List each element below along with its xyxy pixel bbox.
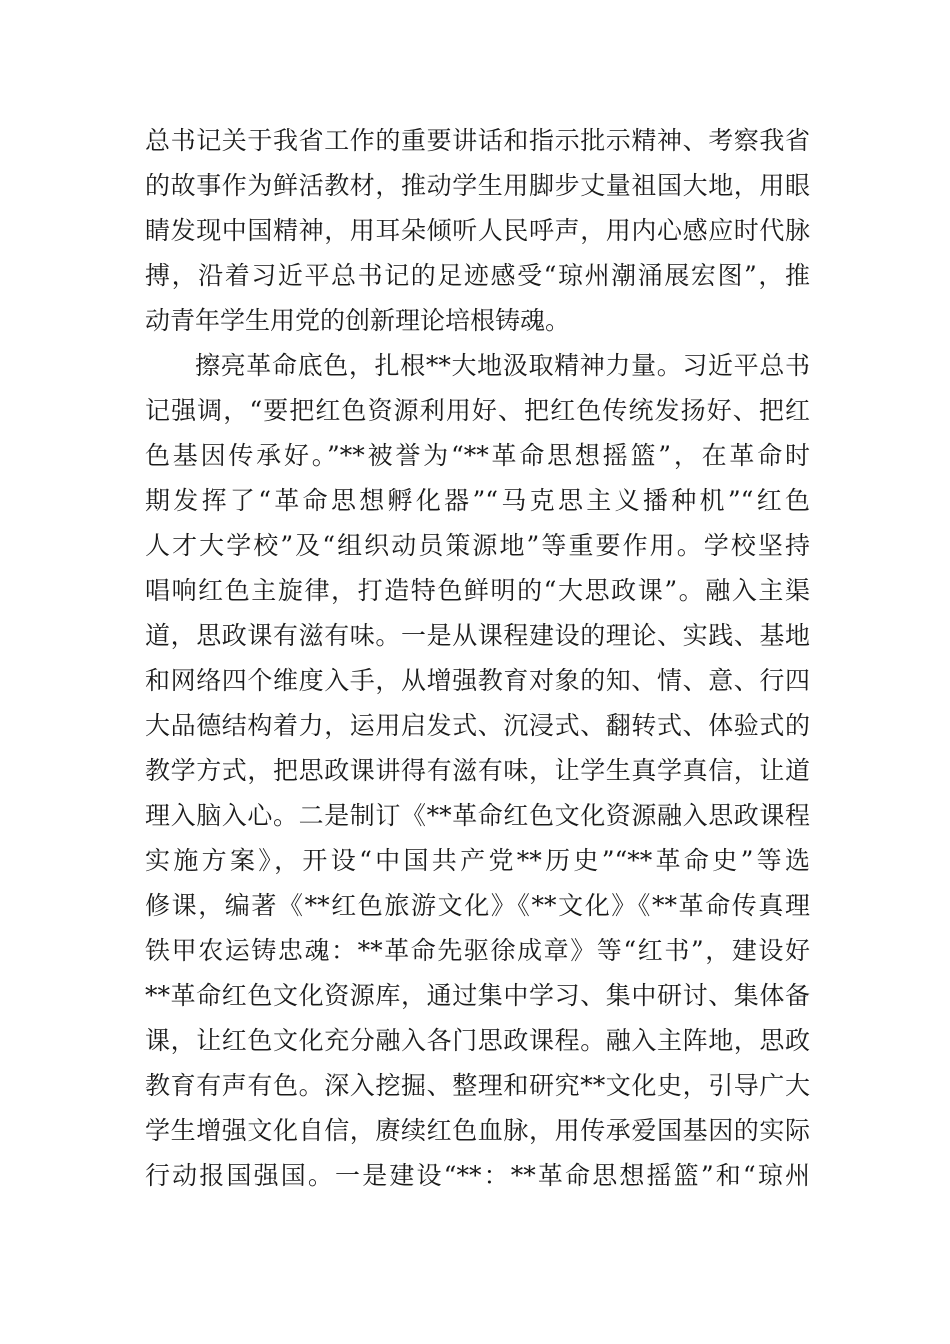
text-line: 教育有声有色。深入挖掘、整理和研究**文化史，引导广大: [145, 1071, 810, 1100]
text-line: 唱响红色主旋律，打造特色鲜明的“大思政课”。融入主渠: [145, 576, 810, 605]
text-line: **革命红色文化资源库，通过集中学习、集中研讨、集体备: [145, 981, 810, 1010]
text-line: 教学方式，把思政课讲得有滋有味，让学生真学真信，让道: [145, 756, 810, 785]
text-line: 学生增强文化自信，赓续红色血脉，用传承爱国基因的实际: [145, 1116, 810, 1145]
text-line: 色基因传承好。”**被誉为“**革命思想摇篮”，在革命时: [145, 441, 810, 470]
text-line: 和网络四个维度入手，从增强教育对象的知、情、意、行四: [145, 666, 810, 695]
text-line: 铁甲农运铸忠魂：**革命先驱徐成章》等“红书”，建设好: [145, 936, 810, 965]
text-line: 大品德结构着力，运用启发式、沉浸式、翻转式、体验式的: [145, 711, 810, 740]
text-line: 课，让红色文化充分融入各门思政课程。融入主阵地，思政: [145, 1026, 810, 1055]
text-line: 睛发现中国精神，用耳朵倾听人民呼声，用内心感应时代脉: [145, 216, 810, 245]
text-line: 的故事作为鲜活教材，推动学生用脚步丈量祖国大地，用眼: [145, 171, 810, 200]
body-text: [145, 118, 810, 1198]
text-line: 擦亮革命底色，扎根**大地汲取精神力量。习近平总书: [195, 351, 810, 380]
text-line: 实施方案》，开设“中国共产党**历史”“**革命史”等选: [145, 846, 810, 875]
text-line: 人才大学校”及“组织动员策源地”等重要作用。学校坚持: [145, 531, 810, 560]
paragraph-2: [145, 343, 810, 1198]
text-line: 行动报国强国。一是建设“**：**革命思想摇篮”和“琼州: [145, 1161, 810, 1190]
text-line: 理入脑入心。二是制订《**革命红色文化资源融入思政课程: [145, 801, 810, 830]
text-line: 总书记关于我省工作的重要讲话和指示批示精神、考察我省: [145, 126, 810, 155]
text-line: 道，思政课有滋有味。一是从课程建设的理论、实践、基地: [145, 621, 810, 650]
text-line: 动青年学生用党的创新理论培根铸魂。: [145, 306, 571, 335]
paragraph-1: [145, 118, 810, 343]
text-line: 搏，沿着习近平总书记的足迹感受“琼州潮涌展宏图”，推: [145, 261, 810, 290]
text-line: 修课，编著《**红色旅游文化》《**文化》《**革命传真理: [145, 891, 810, 920]
text-line: 记强调，“要把红色资源利用好、把红色传统发扬好、把红: [145, 396, 810, 425]
text-line: 期发挥了“革命思想孵化器”“马克思主义播种机”“红色: [145, 486, 810, 515]
